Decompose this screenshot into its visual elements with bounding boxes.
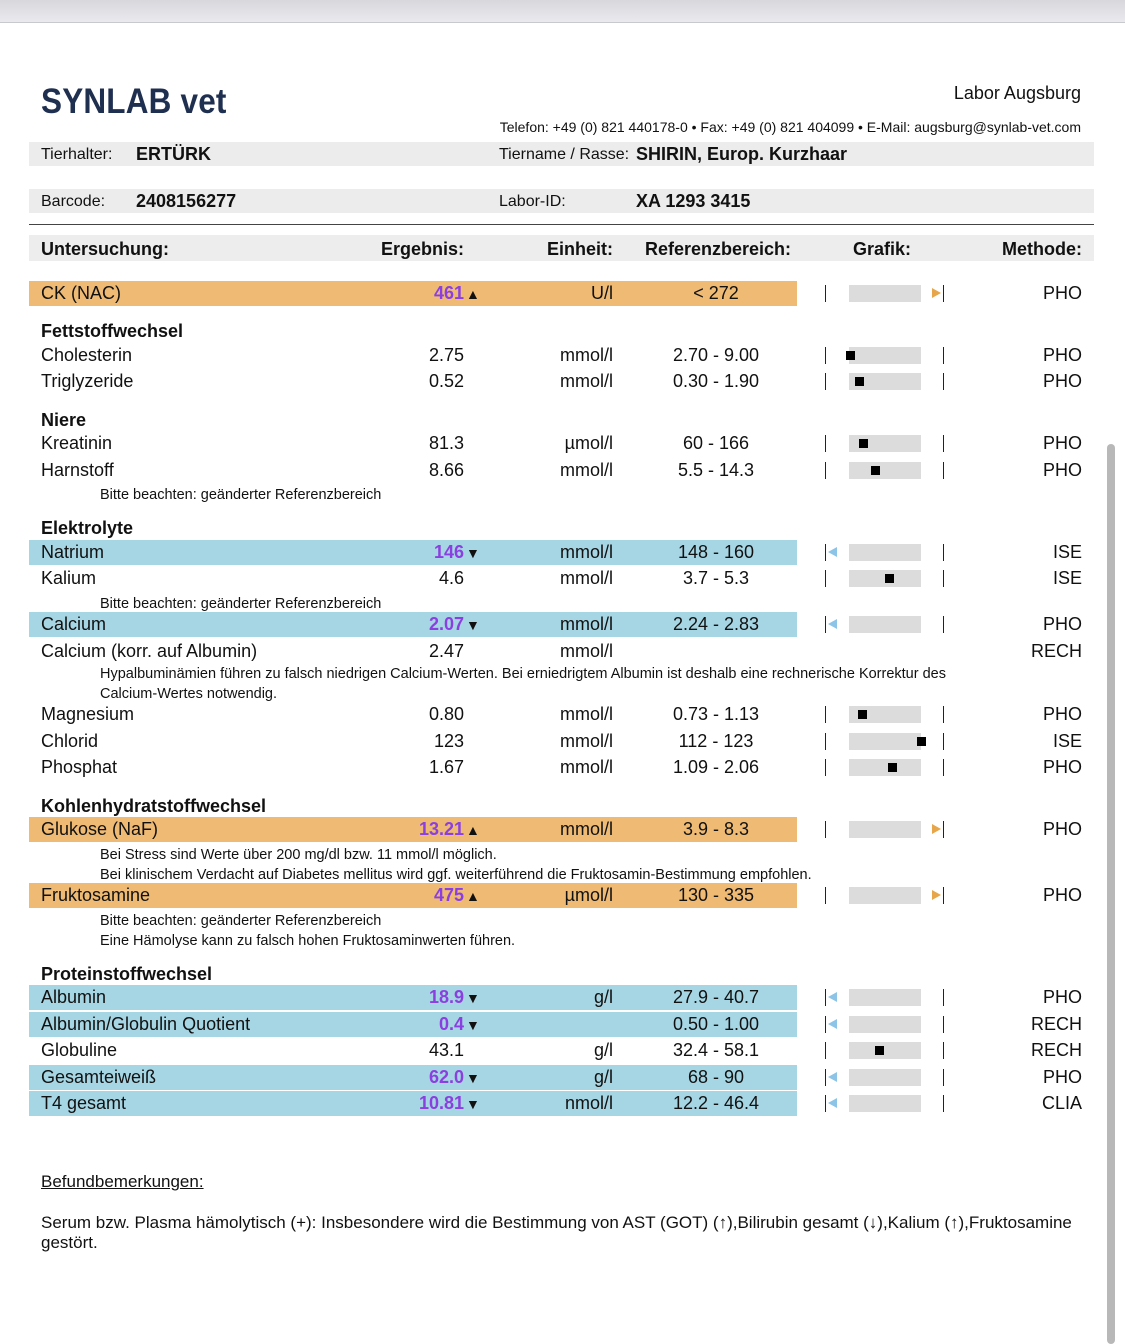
reference-range: 68 - 90 [687, 1067, 745, 1087]
reference-range: 3.9 - 8.3 [682, 819, 750, 839]
lab-id-label: Labor-ID: [499, 193, 566, 210]
range-end-tick [943, 1095, 944, 1112]
test-name: Calcium [41, 614, 107, 634]
below-range-flag-icon [828, 1072, 837, 1082]
range-end-tick [943, 1016, 944, 1033]
result-number: 0.4 [438, 1014, 464, 1034]
result-number: 13.21 [418, 819, 464, 839]
remarks-title: Befundbemerkungen: [41, 1172, 204, 1191]
above-range-flag-icon [932, 288, 941, 298]
test-name: Triglyzeride [41, 371, 134, 391]
method-code: ISE [1052, 568, 1082, 588]
range-bar [849, 887, 921, 904]
result-value: 81.3 [428, 433, 464, 453]
result-note: Eine Hämolyse kann zu falsch hohen Fruktosaminwerten führen. [100, 933, 516, 949]
range-end-tick [943, 989, 944, 1006]
range-bar [849, 616, 921, 633]
method-code: PHO [1042, 614, 1082, 634]
value-marker [855, 377, 864, 386]
range-end-tick [943, 616, 944, 633]
range-bar [849, 1042, 921, 1059]
result-number: 475 [433, 885, 464, 905]
result-value: 8.66 [428, 460, 464, 480]
animal-value: SHIRIN, Europ. Kurzhaar [636, 144, 848, 164]
range-end-tick [943, 462, 944, 479]
result-note: Bitte beachten: geänderter Referenzbereich [100, 596, 382, 612]
result-value: 43.1 [428, 1040, 464, 1060]
reference-range: 1.09 - 2.06 [672, 757, 760, 777]
result-value: 4.6 [438, 568, 464, 588]
result-number: 10.81 [418, 1093, 464, 1113]
result-unit: mmol/l [560, 819, 613, 839]
reference-range: 130 - 335 [677, 885, 755, 905]
reference-range: 2.70 - 9.00 [672, 345, 760, 365]
result-value: 2.47 [428, 641, 464, 661]
section-heading: Fettstoffwechsel [41, 321, 184, 341]
value-marker [859, 439, 868, 448]
remarks-text: Serum bzw. Plasma hämolytisch (+): Insbesondere wird die Bestimmung von AST (GOT) (↑),Bilirubin gesamt (↓),Kalium (↑),Fruktosamine gestört. [41, 1213, 1072, 1252]
arrow-up-icon: ▲ [466, 822, 480, 838]
result-value [429, 986, 480, 1009]
range-start-tick [825, 887, 826, 904]
below-range-flag-icon [828, 1098, 837, 1108]
range-bar [849, 1069, 921, 1086]
result-note: Hypalbuminämien führen zu falsch niedrigen Calcium-Werten. Bei erniedrigtem Albumin ist deshalb eine rechnerische Korrektur des [100, 666, 946, 682]
owner-label: Tierhalter: [41, 146, 113, 163]
test-name: Natrium [41, 542, 105, 562]
header-divider [29, 224, 1094, 225]
arrow-up-icon: ▲ [466, 888, 480, 904]
range-bar [849, 347, 921, 364]
method-code: PHO [1042, 371, 1082, 391]
below-range-flag-icon [828, 1019, 837, 1029]
range-bar [849, 1016, 921, 1033]
method-code: PHO [1042, 819, 1082, 839]
range-end-tick [943, 1069, 944, 1086]
range-end-tick [943, 285, 944, 302]
owner-value: ERTÜRK [136, 144, 211, 164]
result-unit: mmol/l [560, 641, 613, 661]
arrow-down-icon: ▼ [466, 990, 480, 1006]
result-unit: mmol/l [560, 757, 613, 777]
result-value [439, 1013, 480, 1036]
range-start-tick [825, 759, 826, 776]
range-end-tick [943, 570, 944, 587]
method-code: PHO [1042, 433, 1082, 453]
range-start-tick [825, 435, 826, 452]
range-end-tick [943, 1042, 944, 1059]
value-marker [917, 737, 926, 746]
test-name: CK (NAC) [41, 283, 121, 303]
test-name: Globuline [41, 1040, 118, 1060]
range-end-tick [943, 435, 944, 452]
result-unit: g/l [593, 987, 613, 1007]
reference-range: 148 - 160 [677, 542, 755, 562]
section-heading: Elektrolyte [41, 518, 134, 538]
range-bar [849, 989, 921, 1006]
range-end-tick [943, 887, 944, 904]
below-range-flag-icon [828, 547, 837, 557]
method-code: ISE [1052, 731, 1082, 751]
result-unit: mmol/l [560, 704, 613, 724]
result-unit: µmol/l [564, 433, 613, 453]
result-unit: µmol/l [564, 885, 613, 905]
method-code: RECH [1030, 1014, 1082, 1034]
method-code: RECH [1030, 1040, 1082, 1060]
range-start-tick [825, 733, 826, 750]
vertical-scrollbar[interactable] [1107, 444, 1115, 1344]
range-end-tick [943, 706, 944, 723]
value-marker [858, 710, 867, 719]
reference-range: 3.7 - 5.3 [682, 568, 750, 588]
range-start-tick [825, 347, 826, 364]
range-start-tick [825, 285, 826, 302]
result-note: Bei Stress sind Werte über 200 mg/dl bzw. 11 mmol/l möglich. [100, 847, 497, 863]
range-bar [849, 1095, 921, 1112]
result-unit: mmol/l [560, 345, 613, 365]
arrow-down-icon: ▼ [466, 545, 480, 561]
result-value [429, 1066, 480, 1089]
result-unit: mmol/l [560, 460, 613, 480]
test-name: Albumin [41, 987, 107, 1007]
above-range-flag-icon [932, 824, 941, 834]
barcode-label: Barcode: [41, 193, 106, 210]
result-unit: mmol/l [560, 731, 613, 751]
value-marker [871, 466, 880, 475]
column-test: Untersuchung: [41, 239, 169, 259]
arrow-down-icon: ▼ [466, 1070, 480, 1086]
below-range-flag-icon [828, 619, 837, 629]
result-value [434, 541, 480, 564]
method-code: PHO [1042, 283, 1082, 303]
result-value: 0.80 [428, 704, 464, 724]
range-bar [849, 821, 921, 838]
result-unit: U/l [591, 283, 613, 303]
test-name: Calcium (korr. auf Albumin) [41, 641, 258, 661]
result-note: Calcium-Wertes notwendig. [100, 686, 278, 702]
test-name: T4 gesamt [41, 1093, 127, 1113]
method-code: PHO [1042, 704, 1082, 724]
test-name: Cholesterin [41, 345, 133, 365]
result-unit: mmol/l [560, 614, 613, 634]
method-code: PHO [1042, 460, 1082, 480]
result-value [419, 1092, 480, 1115]
range-start-tick [825, 1069, 826, 1086]
reference-range: 60 - 166 [682, 433, 750, 453]
range-end-tick [943, 347, 944, 364]
result-number: 146 [433, 542, 464, 562]
range-bar [849, 285, 921, 302]
result-unit: g/l [593, 1067, 613, 1087]
column-unit: Einheit: [547, 239, 613, 259]
arrow-up-icon: ▲ [466, 286, 480, 302]
range-start-tick [825, 821, 826, 838]
test-name: Harnstoff [41, 460, 114, 480]
range-bar [849, 544, 921, 561]
reference-range: 0.73 - 1.13 [672, 704, 760, 724]
result-note: Bitte beachten: geänderter Referenzbereich [100, 913, 382, 929]
test-name: Kreatinin [41, 433, 113, 453]
result-note: Bei klinischem Verdacht auf Diabetes mellitus wird ggf. weiterführend die Fruktosamin-Bestimmung empfohlen. [100, 867, 812, 883]
top-toolbar [0, 0, 1125, 23]
animal-label: Tiername / Rasse: [499, 146, 630, 163]
reference-range: 32.4 - 58.1 [672, 1040, 760, 1060]
result-unit: mmol/l [560, 371, 613, 391]
reference-range: 2.24 - 2.83 [672, 614, 760, 634]
test-name: Fruktosamine [41, 885, 151, 905]
result-value: 123 [433, 731, 464, 751]
column-result: Ergebnis: [380, 239, 464, 259]
reference-range: 112 - 123 [678, 731, 754, 751]
range-start-tick [825, 989, 826, 1006]
result-value [434, 884, 480, 907]
column-graphic: Grafik: [853, 239, 912, 259]
section-heading: Proteinstoffwechsel [41, 964, 213, 984]
result-unit: mmol/l [560, 542, 613, 562]
range-start-tick [825, 1095, 826, 1112]
result-unit: nmol/l [564, 1093, 613, 1113]
result-value: 0.52 [428, 371, 464, 391]
result-unit: g/l [593, 1040, 613, 1060]
range-bar [849, 759, 921, 776]
range-start-tick [825, 462, 826, 479]
result-unit: mmol/l [560, 568, 613, 588]
column-method: Methode: [1002, 239, 1082, 259]
method-code: PHO [1042, 987, 1082, 1007]
reference-range: 27.9 - 40.7 [672, 987, 760, 1007]
result-number: 18.9 [428, 987, 464, 1007]
result-value [419, 818, 480, 841]
test-name: Magnesium [41, 704, 135, 724]
range-end-tick [943, 759, 944, 776]
range-end-tick [943, 821, 944, 838]
arrow-down-icon: ▼ [466, 1096, 480, 1112]
range-start-tick [825, 570, 826, 587]
range-start-tick [825, 1016, 826, 1033]
range-start-tick [825, 706, 826, 723]
result-number: 62.0 [428, 1067, 464, 1087]
method-code: PHO [1042, 1067, 1082, 1087]
method-code: PHO [1042, 757, 1082, 777]
reference-range: 0.30 - 1.90 [672, 371, 760, 391]
test-name: Glukose (NaF) [41, 819, 159, 839]
range-start-tick [825, 616, 826, 633]
value-marker [888, 763, 897, 772]
above-range-flag-icon [932, 890, 941, 900]
section-heading: Kohlenhydratstoffwechsel [41, 796, 267, 816]
method-code: ISE [1052, 542, 1082, 562]
result-number: 461 [433, 283, 464, 303]
test-name: Gesamteiweiß [41, 1067, 157, 1087]
result-note: Bitte beachten: geänderter Referenzbereich [100, 487, 382, 503]
range-end-tick [943, 373, 944, 390]
method-code: PHO [1042, 885, 1082, 905]
reference-range: 12.2 - 46.4 [672, 1093, 760, 1113]
reference-range: 5.5 - 14.3 [677, 460, 755, 480]
method-code: PHO [1042, 345, 1082, 365]
test-name: Chlorid [41, 731, 99, 751]
value-marker [885, 574, 894, 583]
result-value [429, 613, 480, 636]
reference-range: 0.50 - 1.00 [672, 1014, 760, 1034]
range-start-tick [825, 373, 826, 390]
result-value [434, 282, 480, 305]
result-number: 2.07 [428, 614, 464, 634]
value-marker [875, 1046, 884, 1055]
reference-range: < 272 [693, 283, 739, 303]
range-bar [849, 462, 921, 479]
test-name: Phosphat [41, 757, 118, 777]
lab-name: Labor Augsburg [953, 83, 1081, 103]
contact-line: Telefon: +49 (0) 821 440178-0 • Fax: +49 (0) 821 404099 • E-Mail: augsburg@synlab-vet.com [499, 119, 1081, 135]
range-start-tick [825, 544, 826, 561]
method-code: RECH [1030, 641, 1082, 661]
arrow-down-icon: ▼ [466, 1017, 480, 1033]
section-heading: Niere [41, 410, 87, 430]
test-name: Albumin/Globulin Quotient [41, 1014, 251, 1034]
barcode-value: 2408156277 [136, 191, 237, 211]
column-reference: Referenzbereich: [645, 239, 792, 259]
range-start-tick [825, 1042, 826, 1059]
arrow-down-icon: ▼ [466, 617, 480, 633]
result-value: 1.67 [428, 757, 464, 777]
value-marker [846, 351, 855, 360]
range-end-tick [943, 733, 944, 750]
below-range-flag-icon [828, 992, 837, 1002]
lab-id-value: XA 1293 3415 [636, 191, 751, 211]
result-value: 2.75 [428, 345, 464, 365]
lab-logo: SYNLAB vet [41, 82, 227, 121]
range-end-tick [943, 544, 944, 561]
test-name: Kalium [41, 568, 97, 588]
method-code: CLIA [1041, 1093, 1082, 1113]
range-bar [849, 733, 921, 750]
